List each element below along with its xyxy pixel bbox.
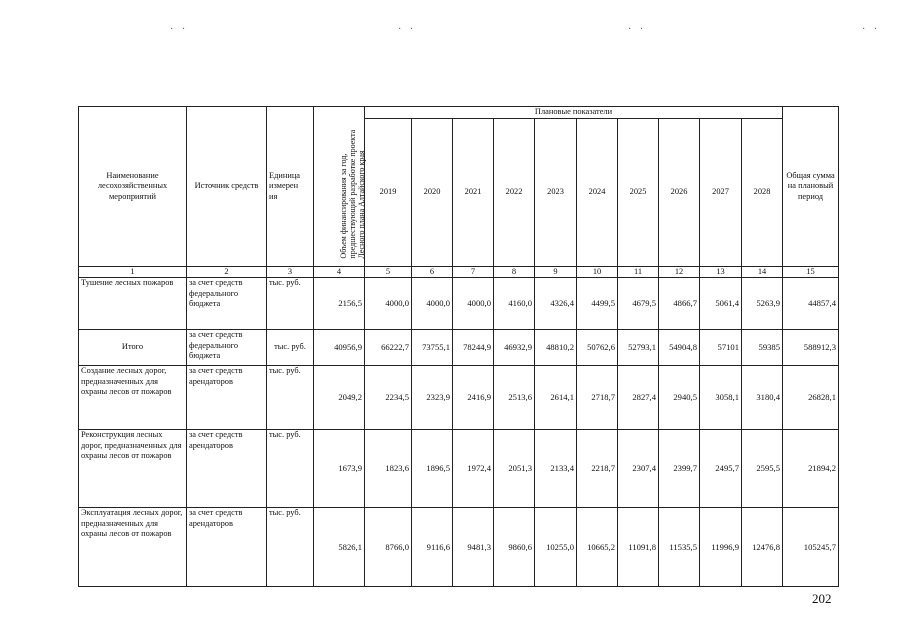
year-value: 48810,2 xyxy=(535,330,577,366)
total-value: 26828,1 xyxy=(783,366,839,430)
header-unit-line1: Единица xyxy=(269,170,301,180)
total-value: 105245,7 xyxy=(783,508,839,587)
year-value: 3058,1 xyxy=(700,366,742,430)
year-value: 2495,7 xyxy=(700,430,742,508)
scan-mark: · · xyxy=(628,24,647,35)
column-index: 7 xyxy=(453,266,494,278)
table-row xyxy=(79,366,839,430)
year-value: 1823,6 xyxy=(365,430,412,508)
header-total: Общая сумма на плановый период xyxy=(783,107,839,267)
year-value: 54904,8 xyxy=(659,330,700,366)
year-value: 66222,7 xyxy=(365,330,412,366)
header-year: 2027 xyxy=(700,118,742,266)
column-index: 11 xyxy=(618,266,659,278)
funding-source: за счет средств федерального бюджета xyxy=(187,330,267,366)
year-value: 2595,5 xyxy=(742,430,783,508)
year-value: 2718,7 xyxy=(577,366,618,430)
column-index: 9 xyxy=(535,266,577,278)
year-value: 2218,7 xyxy=(577,430,618,508)
year-value: 2614,1 xyxy=(535,366,577,430)
header-prev-year-funding xyxy=(314,107,365,267)
scan-mark: · · xyxy=(170,24,189,35)
year-value: 2399,7 xyxy=(659,430,700,508)
scan-mark: · · xyxy=(398,24,417,35)
total-value: 21894,2 xyxy=(783,430,839,508)
header-year: 2021 xyxy=(453,118,494,266)
year-value: 4679,5 xyxy=(618,278,659,330)
unit: тыс. руб. xyxy=(267,278,314,330)
header-year: 2023 xyxy=(535,118,577,266)
prev-year-value: 1673,9 xyxy=(314,430,365,508)
year-value: 2513,6 xyxy=(494,366,535,430)
column-index: 2 xyxy=(187,266,267,278)
year-value: 4000,0 xyxy=(453,278,494,330)
year-value: 2416,9 xyxy=(453,366,494,430)
column-index: 6 xyxy=(412,266,453,278)
column-index: 1 xyxy=(79,266,187,278)
year-value: 2323,9 xyxy=(412,366,453,430)
year-value: 4000,0 xyxy=(365,278,412,330)
year-value: 2051,3 xyxy=(494,430,535,508)
year-value: 1896,5 xyxy=(412,430,453,508)
year-value: 78244,9 xyxy=(453,330,494,366)
column-index: 10 xyxy=(577,266,618,278)
column-index-row xyxy=(79,266,839,278)
activity-name: Итого xyxy=(79,330,187,366)
header-unit xyxy=(267,107,314,267)
prev-year-value: 2156,5 xyxy=(314,278,365,330)
table-row xyxy=(79,278,839,330)
activity-name: Реконструкция лесных дорог, предназначенных для охраны лесов от пожаров xyxy=(79,430,187,508)
header-year: 2020 xyxy=(412,118,453,266)
year-value: 9116,6 xyxy=(412,508,453,587)
header-year: 2019 xyxy=(365,118,412,266)
column-index: 8 xyxy=(494,266,535,278)
prev-year-value: 2049,2 xyxy=(314,366,365,430)
header-year: 2028 xyxy=(742,118,783,266)
header-year: 2025 xyxy=(618,118,659,266)
forest-plan-table xyxy=(78,106,839,587)
year-value: 11996,9 xyxy=(700,508,742,587)
column-index: 5 xyxy=(365,266,412,278)
unit: тыс. руб. xyxy=(267,508,314,587)
total-value: 588912,3 xyxy=(783,330,839,366)
activity-name: Эксплуатация лесных дорог, предназначенных для охраны лесов от пожаров xyxy=(79,508,187,587)
year-value: 2940,5 xyxy=(659,366,700,430)
column-index: 12 xyxy=(659,266,700,278)
header-funding-source: Источник средств xyxy=(187,107,267,267)
year-value: 2307,4 xyxy=(618,430,659,508)
page-number: 202 xyxy=(812,591,832,606)
prev-year-value: 5826,1 xyxy=(314,508,365,587)
year-value: 46932,9 xyxy=(494,330,535,366)
year-value: 5263,9 xyxy=(742,278,783,330)
year-value: 12476,8 xyxy=(742,508,783,587)
year-value: 8766,0 xyxy=(365,508,412,587)
header-plan-group: Плановые показатели xyxy=(365,107,783,119)
year-value: 5061,4 xyxy=(700,278,742,330)
column-index: 13 xyxy=(700,266,742,278)
unit: тыс. руб. xyxy=(267,430,314,508)
year-value: 57101 xyxy=(700,330,742,366)
total-value: 44857,4 xyxy=(783,278,839,330)
year-value: 4000,0 xyxy=(412,278,453,330)
prev-year-value: 40956,9 xyxy=(314,330,365,366)
year-value: 2234,5 xyxy=(365,366,412,430)
activity-name: Создание лесных дорог, предназначенных для охраны лесов от пожаров xyxy=(79,366,187,430)
unit: тыс. руб. xyxy=(267,330,314,366)
unit: тыс. руб. xyxy=(267,366,314,430)
table-row xyxy=(79,330,839,366)
year-value: 2133,4 xyxy=(535,430,577,508)
column-index: 15 xyxy=(783,266,839,278)
year-value: 4866,7 xyxy=(659,278,700,330)
funding-source: за счет средств арендаторов xyxy=(187,430,267,508)
year-value: 11535,5 xyxy=(659,508,700,587)
year-value: 52793,1 xyxy=(618,330,659,366)
column-index: 4 xyxy=(314,266,365,278)
table-row xyxy=(79,430,839,508)
header-prev-year-label: Объем финансирования за год, предшествующий разработке проекта Лесного плана Алтайского края xyxy=(339,129,367,259)
header-year: 2022 xyxy=(494,118,535,266)
year-value: 73755,1 xyxy=(412,330,453,366)
year-value: 1972,4 xyxy=(453,430,494,508)
year-value: 59385 xyxy=(742,330,783,366)
year-value: 4499,5 xyxy=(577,278,618,330)
year-value: 11091,8 xyxy=(618,508,659,587)
column-index: 14 xyxy=(742,266,783,278)
year-value: 10665,2 xyxy=(577,508,618,587)
year-value: 4160,0 xyxy=(494,278,535,330)
header-year: 2024 xyxy=(577,118,618,266)
header-year: 2026 xyxy=(659,118,700,266)
funding-source: за счет средств арендаторов xyxy=(187,508,267,587)
year-value: 9481,3 xyxy=(453,508,494,587)
header-activity-name: Наименование лесохозяйственных мероприятий xyxy=(79,107,187,267)
year-value: 2827,4 xyxy=(618,366,659,430)
year-value: 9860,6 xyxy=(494,508,535,587)
year-value: 4326,4 xyxy=(535,278,577,330)
table-row xyxy=(79,508,839,587)
year-value: 3180,4 xyxy=(742,366,783,430)
header-unit-line2: измерен xyxy=(269,181,299,190)
column-index: 3 xyxy=(267,266,314,278)
year-value: 50762,6 xyxy=(577,330,618,366)
scan-mark: · · xyxy=(862,24,881,35)
funding-source: за счет средств федерального бюджета xyxy=(187,278,267,330)
activity-name: Тушение лесных пожаров xyxy=(79,278,187,330)
header-unit-line3: ия xyxy=(269,191,278,201)
funding-source: за счет средств арендаторов xyxy=(187,366,267,430)
year-value: 10255,0 xyxy=(535,508,577,587)
